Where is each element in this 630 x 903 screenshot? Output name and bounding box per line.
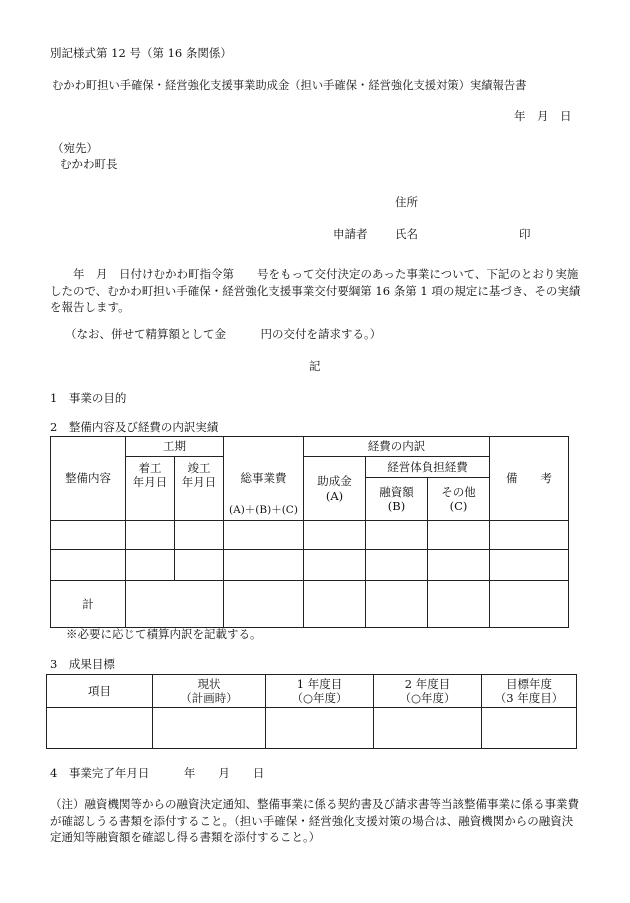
table-row	[51, 550, 569, 581]
request-note: （なお、併せて精算額として金 円の交付を請求する。）	[65, 327, 382, 341]
header-loan	[366, 478, 428, 521]
table-row	[51, 521, 569, 550]
target-header-year1: 1 年度目 （○年度）	[266, 675, 374, 708]
section-3-heading: 3 成果目標	[50, 657, 115, 671]
target-table	[46, 674, 577, 749]
document-title: むかわ町担い手確保・経営強化支援事業助成金（担い手確保・経営強化支援対策）実績報告書	[52, 79, 527, 92]
header-item: 整備内容	[51, 437, 126, 521]
section-1-heading: 1 事業の目的	[50, 391, 127, 405]
form-number: 別記様式第 12 号（第 16 条関係）	[50, 46, 232, 60]
table-row	[47, 708, 577, 749]
header-subsidy	[304, 457, 366, 521]
header-start: 着工 年月日	[126, 457, 175, 521]
target-header-target: 目標年度 （3 年度目）	[482, 675, 577, 708]
header-other-label: その他	[441, 484, 476, 499]
applicant-label: 申請者	[333, 227, 368, 241]
seal-label: 印	[519, 227, 531, 241]
section-2-heading: 2 整備内容及び経費の内訳実績	[50, 420, 219, 434]
target-header-year2: 2 年度目 （○年度）	[374, 675, 482, 708]
table-note: ※必要に応じて積算内訳を記載する。	[66, 627, 262, 641]
target-header-current: 現状 （計画時）	[153, 675, 266, 708]
header-breakdown: 経費の内訳	[304, 437, 490, 457]
header-subsidy-label: 助成金	[317, 474, 352, 489]
header-total-formula: (A)＋(B)＋(C)	[229, 503, 298, 516]
header-period: 工期	[126, 437, 224, 457]
header-loan-label: 融資額	[379, 484, 414, 499]
header-loan-code: (B)	[387, 499, 406, 513]
address-label: 住所	[395, 195, 418, 209]
header-end: 竣工 年月日	[175, 457, 224, 521]
addressee: むかわ町長	[60, 157, 118, 171]
target-header-item: 項目	[47, 675, 153, 708]
header-burden: 経営体負担経費	[366, 457, 490, 478]
expense-table	[50, 436, 569, 628]
footnote: （注）融資機関等からの融資決定通知、整備事業に係る契約書及び請求書等当該整備事業に係る事業費が確認しうる書類を添付すること。（担い手確保・経営強化支援対策の場合は、融資機関からの融資決定通知等融資額を確認し得る書類を添付すること。）	[50, 797, 579, 845]
total-row	[51, 581, 569, 628]
name-label: 氏名	[395, 227, 418, 241]
header-remarks: 備 考	[490, 437, 569, 521]
header-other	[428, 478, 490, 521]
header-other-code: (C)	[449, 499, 468, 513]
body-paragraph: 年 月 日付けむかわ町指令第 号をもって交付決定のあった事業について、下記のとおり実施したので、むかわ町担い手確保・経営強化支援事業交付要綱第 16 条第 1 項の規定に基づき、その実績を報告します。	[50, 267, 581, 315]
section-4-heading: 4 事業完了年月日 年 月 日	[50, 766, 265, 780]
header-subsidy-code: (A)	[325, 488, 344, 503]
ki-marker: 記	[309, 359, 321, 373]
total-row-label: 計	[51, 581, 126, 628]
header-total-label: 総事業費	[240, 471, 287, 486]
date-line: 年 月 日	[514, 109, 572, 123]
header-total	[224, 437, 304, 521]
addressee-label: （宛先）	[52, 141, 98, 155]
